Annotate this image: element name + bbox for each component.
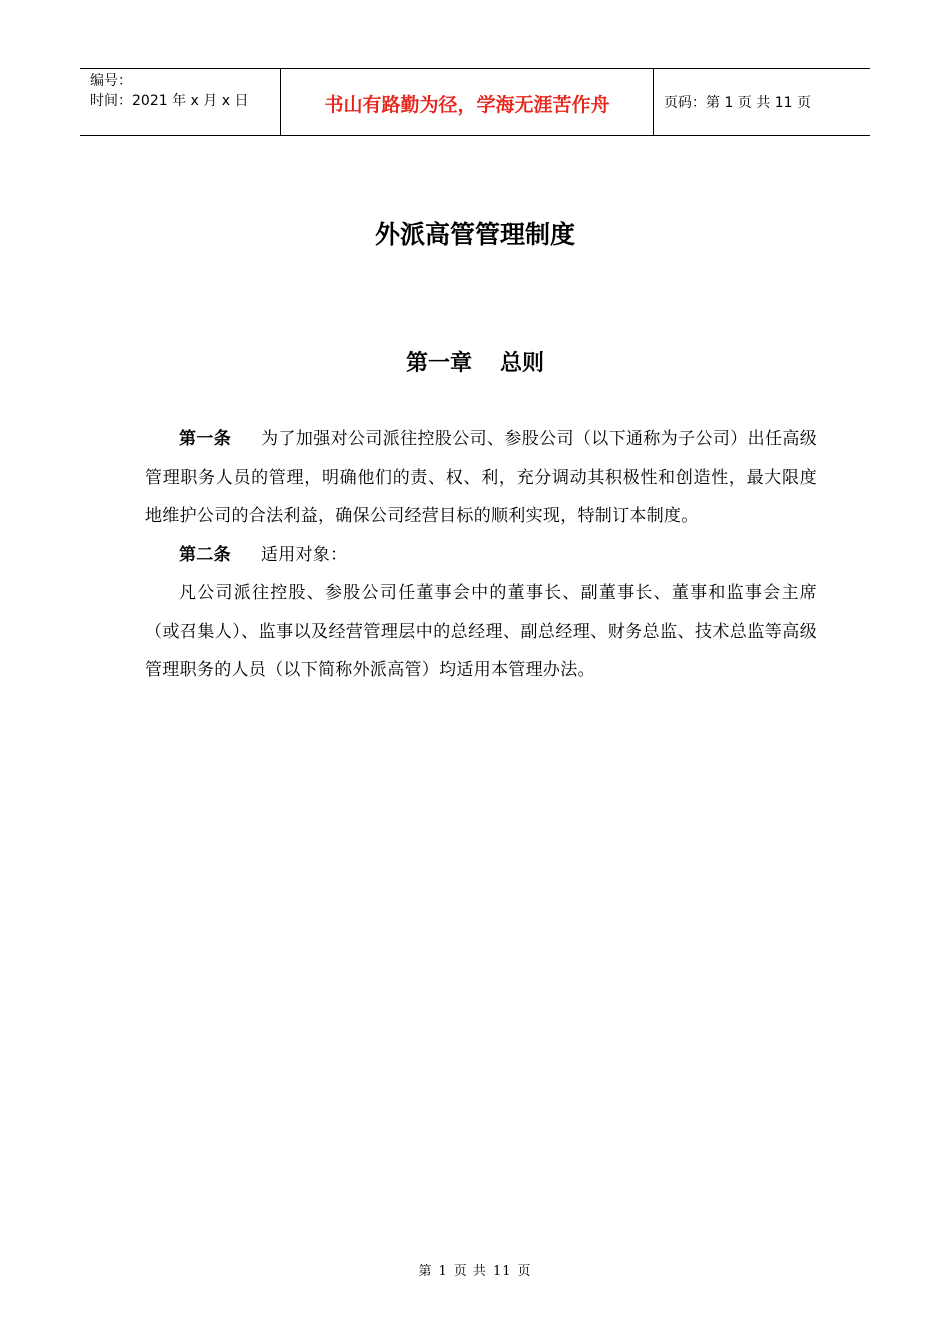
article-label: 第一条: [179, 429, 232, 449]
document-body: [145, 420, 817, 690]
article-paragraph: [145, 536, 817, 575]
footer-current-page: 1: [438, 1264, 448, 1279]
header-meta-cell: [80, 69, 281, 135]
chapter-number: 第一章: [405, 351, 472, 376]
article-text: 适用对象：: [260, 544, 348, 565]
document-date: 时间：2021 年 x 月 x 日: [90, 93, 249, 109]
chapter-heading: [0, 346, 950, 377]
chapter-name: 总则: [500, 351, 545, 376]
footer-total-pages: 11: [492, 1264, 512, 1279]
article-paragraph: [145, 420, 817, 536]
article-text: 为了加强对公司派往控股公司、参股公司（以下通称为子公司）出任高级管理职务人员的管理，明确他们的责、权、利，充分调动其积极性和创造性，最大限度地维护公司的合法利益，确保公司经营目标的顺利实现，特制订本制度。: [145, 429, 817, 526]
header-motto: 书山有路勤为径，学海无涯苦作舟: [324, 93, 610, 116]
header-table: [80, 68, 870, 136]
page-footer: [0, 1260, 950, 1279]
header-page-cell: [654, 69, 870, 135]
article-label: 第二条: [179, 544, 231, 565]
document-title: 外派高管管理制度: [374, 220, 575, 249]
header-motto-cell: [281, 69, 654, 135]
footer-middle: 页 共: [453, 1264, 487, 1279]
header-page-info: 页码：第 1 页 共 11 页: [664, 95, 811, 111]
footer-suffix: 页: [517, 1264, 532, 1279]
footer-prefix: 第: [418, 1264, 433, 1279]
document-number-label: 编号：: [90, 73, 132, 89]
body-paragraph: 凡公司派往控股、参股公司任董事会中的董事长、副董事长、董事和监事会主席（或召集人）、监事以及经营管理层中的总经理、副总经理、财务总监、技术总监等高级管理职务的人员（以下简称外派高管）均适用本管理办法。: [145, 583, 817, 680]
